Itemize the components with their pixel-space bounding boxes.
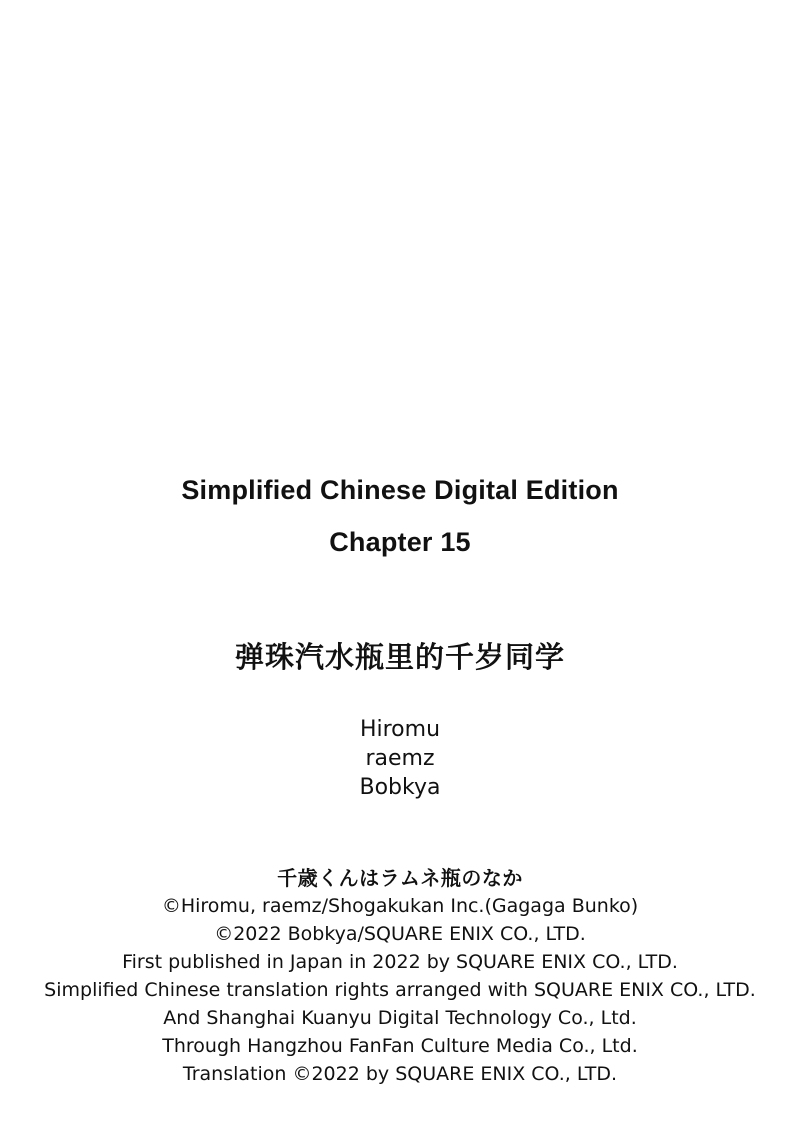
colophon-block <box>0 864 800 1088</box>
copyright-line: ©Hiromu, raemz/Shogakukan Inc.(Gagaga Bunko) <box>161 895 639 917</box>
credit-artist: Bobkya <box>359 775 441 800</box>
work-title-japanese: 千歳くんはラムネ瓶のなか <box>277 866 523 890</box>
edition-heading <box>0 470 800 562</box>
credits-list <box>0 715 800 802</box>
edition-title: Simplified Chinese Digital Edition <box>181 475 619 505</box>
top-whitespace <box>0 0 800 470</box>
copyright-line: Simplified Chinese translation rights arranged with SQUARE ENIX CO., LTD. <box>44 979 756 1001</box>
copyright-line: And Shanghai Kuanyu Digital Technology Co., Ltd. <box>163 1007 637 1029</box>
copyright-line: Translation ©2022 by SQUARE ENIX CO., LTD. <box>182 1063 618 1085</box>
copyright-line: ©2022 Bobkya/SQUARE ENIX CO., LTD. <box>214 923 586 945</box>
credit-author: Hiromu <box>359 717 441 742</box>
chapter-label: Chapter 15 <box>329 527 471 557</box>
copyright-line: Through Hangzhou FanFan Culture Media Co., Ltd. <box>162 1035 638 1057</box>
credit-illustrator: raemz <box>365 746 435 771</box>
work-title-chinese: 弹珠汽水瓶里的千岁同学 <box>234 640 565 674</box>
copyright-line: First published in Japan in 2022 by SQUARE ENIX CO., LTD. <box>122 951 678 973</box>
